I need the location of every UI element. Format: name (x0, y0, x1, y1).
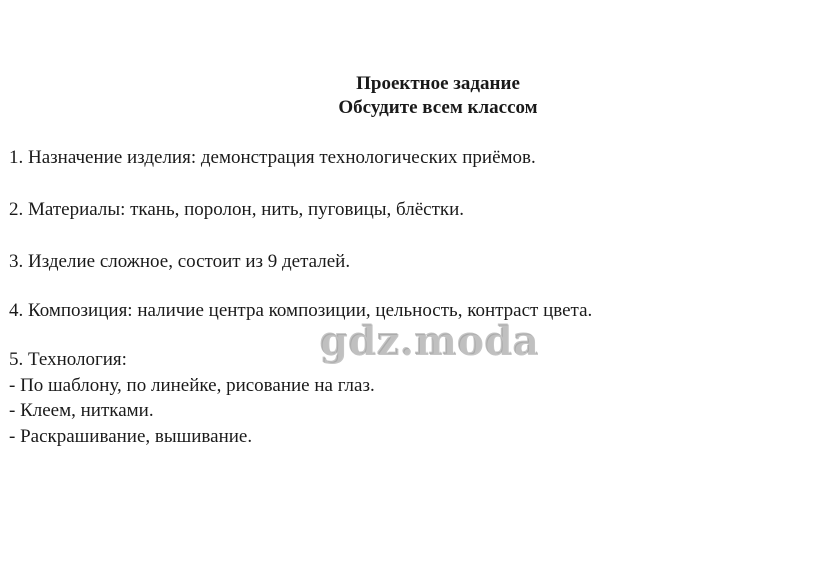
heading-title: Проектное задание (356, 73, 520, 94)
heading-subtitle: Обсудите всем классом (338, 97, 538, 118)
item-purpose: 1. Назначение изделия: демонстрация технологических приёмов. (9, 147, 536, 168)
watermark-logo: gdz.moda (320, 318, 540, 365)
item-technology: 5. Технология: (9, 349, 127, 370)
item-materials: 2. Материалы: ткань, поролон, нить, пуговицы, блёстки. (9, 199, 465, 220)
item-composition: 4. Композиция: наличие центра композиции, цельность, контраст цвета. (9, 300, 593, 321)
item-technology-glue: - Клеем, нитками. (9, 400, 154, 421)
item-technology-template: - По шаблону, по линейке, рисование на глаз. (9, 375, 375, 396)
item-complexity: 3. Изделие сложное, состоит из 9 деталей. (9, 251, 351, 272)
item-technology-painting: - Раскрашивание, вышивание. (9, 426, 253, 447)
